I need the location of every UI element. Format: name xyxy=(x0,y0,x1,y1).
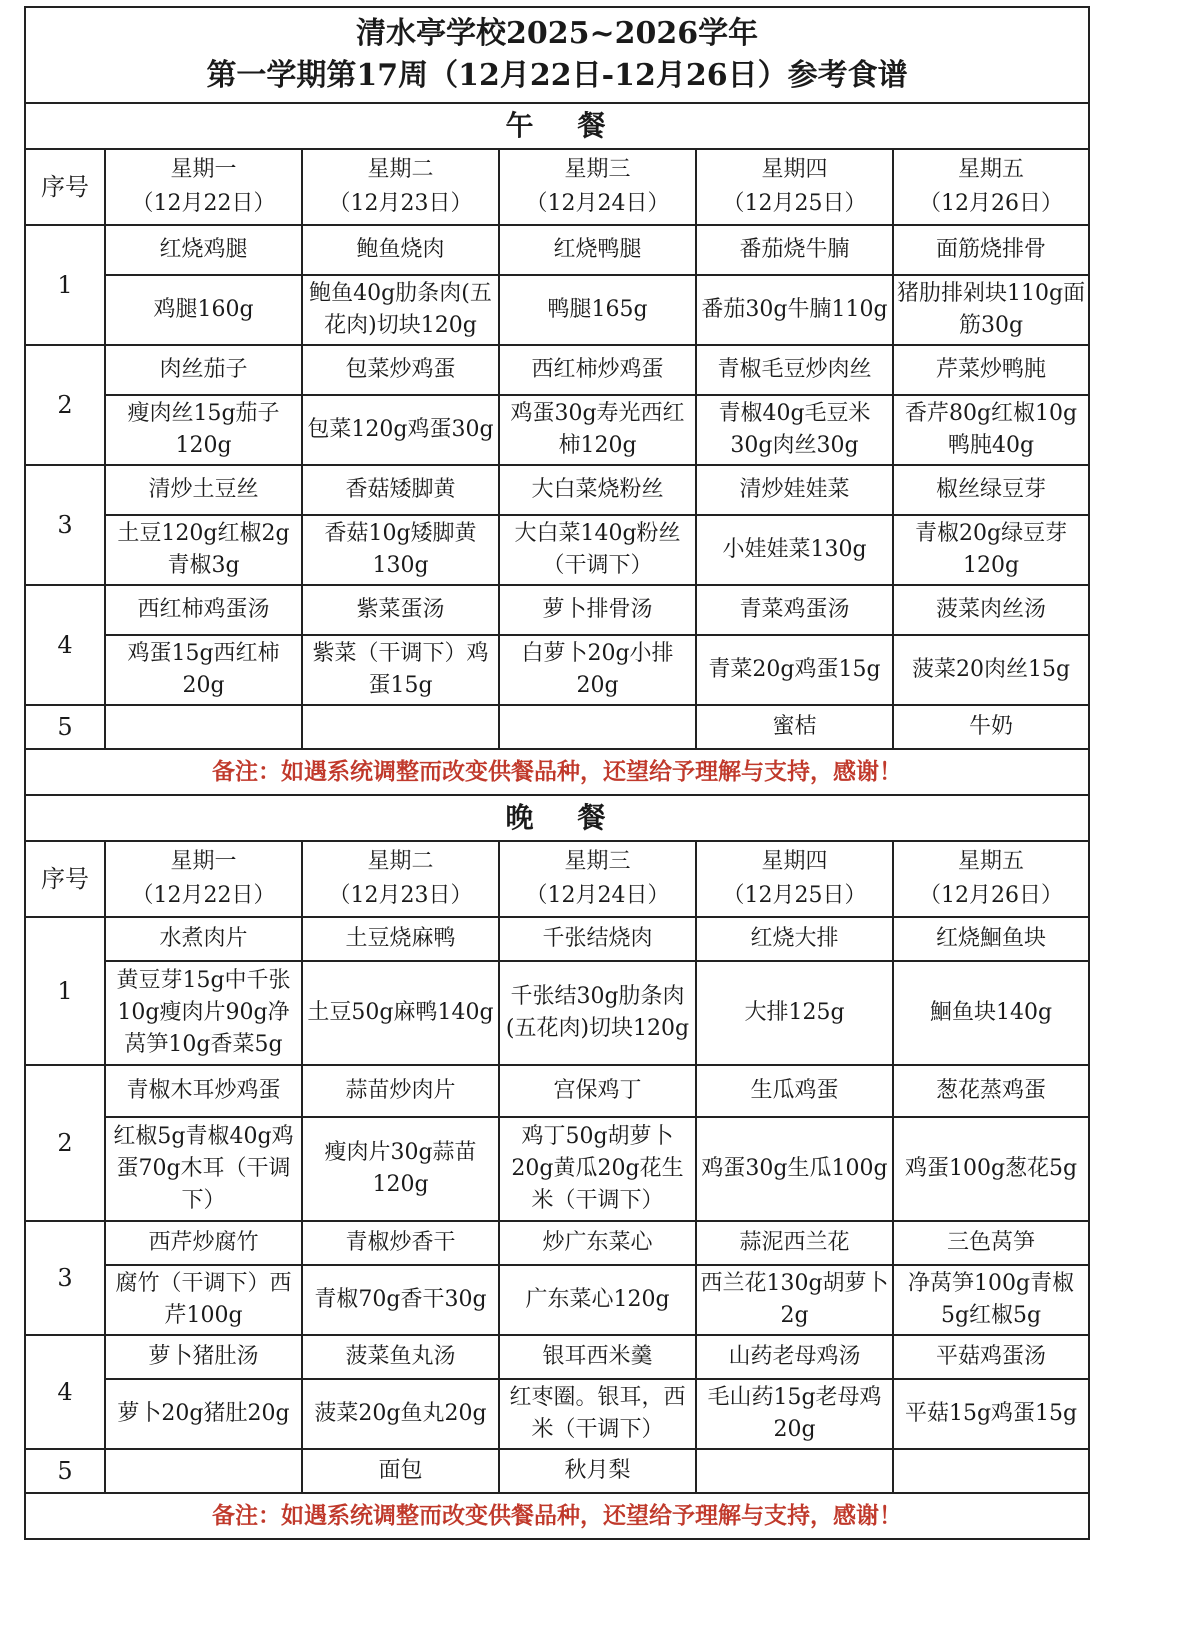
lunch-dish-name: 菠菜肉丝汤 xyxy=(893,585,1089,635)
dinner-ingredient-text: 腐竹（干调下）西芹100g xyxy=(105,1265,302,1335)
dinner-dish-name: 水煮肉片 xyxy=(105,917,302,961)
dinner-ingredient-text: 鸡丁50g胡萝卜20g黄瓜20g花生米（干调下） xyxy=(499,1117,696,1221)
dinner-ingredient-text: 鸡蛋30g生瓜100g xyxy=(696,1117,893,1221)
dinner-ingredient-text: 红椒5g青椒40g鸡蛋70g木耳（干调下） xyxy=(105,1117,302,1221)
dinner-extra-item: 秋月梨 xyxy=(499,1449,696,1493)
lunch-day-header xyxy=(499,149,696,225)
lunch-seq-header: 序号 xyxy=(25,149,105,225)
day-name: 星期五 xyxy=(958,849,1025,874)
dinner-dish-name: 宫保鸡丁 xyxy=(499,1065,696,1117)
menu-table xyxy=(24,6,1090,1540)
lunch-extra-item xyxy=(499,705,696,749)
dinner-row-number: 2 xyxy=(25,1065,105,1221)
lunch-ingredient-text: 鸡蛋15g西红柿20g xyxy=(105,635,302,705)
lunch-dish-name: 包菜炒鸡蛋 xyxy=(302,345,499,395)
lunch-row-number: 3 xyxy=(25,465,105,585)
dinner-dish-name: 西芹炒腐竹 xyxy=(105,1221,302,1265)
lunch-dish-name: 肉丝茄子 xyxy=(105,345,302,395)
dinner-ingredient-text: 大排125g xyxy=(696,961,893,1065)
dinner-dish-name: 生瓜鸡蛋 xyxy=(696,1065,893,1117)
lunch-dish-row xyxy=(25,585,1089,635)
lunch-dish-name: 西红柿鸡蛋汤 xyxy=(105,585,302,635)
dinner-dish-name: 千张结烧肉 xyxy=(499,917,696,961)
day-date: （12月25日） xyxy=(722,191,867,216)
dinner-ingredient-text: 千张结30g肋条肉(五花肉)切块120g xyxy=(499,961,696,1065)
dinner-dish-name: 蒜苗炒肉片 xyxy=(302,1065,499,1117)
lunch-dish-name: 紫菜蛋汤 xyxy=(302,585,499,635)
lunch-ingredient-text: 鲍鱼40g肋条肉(五花肉)切块120g xyxy=(302,275,499,345)
lunch-row-number: 4 xyxy=(25,585,105,705)
dinner-extra-item xyxy=(696,1449,893,1493)
dinner-ingredient-text: 平菇15g鸡蛋15g xyxy=(893,1379,1089,1449)
dinner-note: 备注：如遇系统调整而改变供餐品种，还望给予理解与支持，感谢！ xyxy=(25,1493,1089,1539)
lunch-dish-name: 清炒土豆丝 xyxy=(105,465,302,515)
lunch-dish-name: 青菜鸡蛋汤 xyxy=(696,585,893,635)
day-date: （12月25日） xyxy=(722,883,867,908)
lunch-dish-name: 西红柿炒鸡蛋 xyxy=(499,345,696,395)
dinner-dish-name: 葱花蒸鸡蛋 xyxy=(893,1065,1089,1117)
lunch-extra-item xyxy=(302,705,499,749)
dinner-ingredient-row xyxy=(25,1379,1089,1449)
lunch-ingredient-text: 瘦肉丝15g茄子120g xyxy=(105,395,302,465)
day-date: （12月24日） xyxy=(525,883,670,908)
day-date: （12月23日） xyxy=(328,191,473,216)
day-date: （12月24日） xyxy=(525,191,670,216)
lunch-extra-item xyxy=(105,705,302,749)
day-date: （12月22日） xyxy=(131,883,276,908)
dinner-row-number: 1 xyxy=(25,917,105,1065)
lunch-ingredient-text: 香菇10g矮脚黄130g xyxy=(302,515,499,585)
day-name: 星期三 xyxy=(564,849,631,874)
lunch-ingredient-text: 青菜20g鸡蛋15g xyxy=(696,635,893,705)
day-name: 星期四 xyxy=(761,157,828,182)
lunch-extra-item: 牛奶 xyxy=(893,705,1089,749)
dinner-row-number: 4 xyxy=(25,1335,105,1449)
dinner-ingredient-row xyxy=(25,961,1089,1065)
lunch-ingredient-text: 大白菜140g粉丝（干调下） xyxy=(499,515,696,585)
day-name: 星期一 xyxy=(170,849,237,874)
dinner-extra-item xyxy=(105,1449,302,1493)
lunch-ingredient-row xyxy=(25,275,1089,345)
lunch-dish-name: 椒丝绿豆芽 xyxy=(893,465,1089,515)
dinner-ingredient-text: 萝卜20g猪肚20g xyxy=(105,1379,302,1449)
dinner-ingredient-text: 黄豆芽15g中千张10g瘦肉片90g净莴笋10g香菜5g xyxy=(105,961,302,1065)
lunch-dish-name: 清炒娃娃菜 xyxy=(696,465,893,515)
dinner-dish-row xyxy=(25,1335,1089,1379)
dinner-ingredient-row xyxy=(25,1117,1089,1221)
lunch-ingredient-text: 番茄30g牛腩110g xyxy=(696,275,893,345)
lunch-row-number: 2 xyxy=(25,345,105,465)
dinner-section-title: 晚餐 xyxy=(25,795,1089,841)
dinner-day-header xyxy=(302,841,499,917)
day-name: 星期一 xyxy=(170,157,237,182)
dinner-header-row xyxy=(25,841,1089,917)
dinner-ingredient-row xyxy=(25,1265,1089,1335)
dinner-extra-item: 面包 xyxy=(302,1449,499,1493)
dinner-dish-name: 红烧鮰鱼块 xyxy=(893,917,1089,961)
dinner-dish-name: 炒广东菜心 xyxy=(499,1221,696,1265)
lunch-note-row xyxy=(25,749,1089,795)
lunch-ingredient-text: 鸡腿160g xyxy=(105,275,302,345)
dinner-dish-name: 萝卜猪肚汤 xyxy=(105,1335,302,1379)
day-name: 星期四 xyxy=(761,849,828,874)
day-date: （12月23日） xyxy=(328,883,473,908)
day-date: （12月26日） xyxy=(919,191,1064,216)
dinner-day-header xyxy=(105,841,302,917)
dinner-extra-item xyxy=(893,1449,1089,1493)
lunch-dish-name: 红烧鸡腿 xyxy=(105,225,302,275)
lunch-section-row xyxy=(25,103,1089,149)
lunch-ingredient-row xyxy=(25,635,1089,705)
lunch-section-title: 午餐 xyxy=(25,103,1089,149)
dinner-dish-name: 土豆烧麻鸭 xyxy=(302,917,499,961)
dinner-ingredient-text: 红枣圈。银耳，西米（干调下） xyxy=(499,1379,696,1449)
dinner-ingredient-text: 瘦肉片30g蒜苗120g xyxy=(302,1117,499,1221)
dinner-dish-name: 山药老母鸡汤 xyxy=(696,1335,893,1379)
dinner-dish-row xyxy=(25,1221,1089,1265)
lunch-ingredient-text: 鸡蛋30g寿光西红柿120g xyxy=(499,395,696,465)
lunch-fruit-row xyxy=(25,705,1089,749)
lunch-row-number: 1 xyxy=(25,225,105,345)
lunch-ingredient-text: 包菜120g鸡蛋30g xyxy=(302,395,499,465)
dinner-ingredient-text: 鸡蛋100g葱花5g xyxy=(893,1117,1089,1221)
lunch-ingredient-text: 香芹80g红椒10g鸭肫40g xyxy=(893,395,1089,465)
dinner-dish-name: 青椒炒香干 xyxy=(302,1221,499,1265)
lunch-ingredient-row xyxy=(25,395,1089,465)
dinner-ingredient-text: 青椒70g香干30g xyxy=(302,1265,499,1335)
dinner-day-header xyxy=(696,841,893,917)
dinner-dish-name: 红烧大排 xyxy=(696,917,893,961)
lunch-row-number: 5 xyxy=(25,705,105,749)
title-line-2: 第一学期第17周（12月22日-12月26日）参考食谱 xyxy=(206,58,908,93)
dinner-ingredient-text: 鮰鱼块140g xyxy=(893,961,1089,1065)
lunch-dish-name: 红烧鸭腿 xyxy=(499,225,696,275)
dinner-ingredient-text: 广东菜心120g xyxy=(499,1265,696,1335)
menu-sheet xyxy=(24,6,1088,1540)
title-row xyxy=(25,7,1089,103)
lunch-day-header xyxy=(105,149,302,225)
dinner-day-header xyxy=(893,841,1089,917)
dinner-dish-row xyxy=(25,917,1089,961)
title-line-1: 清水亭学校2025~2026学年 xyxy=(355,16,759,51)
lunch-extra-item: 蜜桔 xyxy=(696,705,893,749)
dinner-dish-name: 菠菜鱼丸汤 xyxy=(302,1335,499,1379)
day-name: 星期二 xyxy=(367,849,434,874)
lunch-dish-name: 萝卜排骨汤 xyxy=(499,585,696,635)
lunch-day-header xyxy=(893,149,1089,225)
dinner-row-number: 5 xyxy=(25,1449,105,1493)
lunch-day-header xyxy=(302,149,499,225)
dinner-ingredient-text: 净莴笋100g青椒5g红椒5g xyxy=(893,1265,1089,1335)
dinner-seq-header: 序号 xyxy=(25,841,105,917)
day-name: 星期三 xyxy=(564,157,631,182)
menu-table-body xyxy=(25,7,1089,1539)
day-date: （12月26日） xyxy=(919,883,1064,908)
dinner-section-row xyxy=(25,795,1089,841)
lunch-dish-name: 芹菜炒鸭肫 xyxy=(893,345,1089,395)
dinner-day-header xyxy=(499,841,696,917)
day-date: （12月22日） xyxy=(131,191,276,216)
lunch-note: 备注：如遇系统调整而改变供餐品种，还望给予理解与支持，感谢！ xyxy=(25,749,1089,795)
page-title xyxy=(25,7,1089,103)
dinner-ingredient-text: 菠菜20g鱼丸20g xyxy=(302,1379,499,1449)
dinner-ingredient-text: 土豆50g麻鸭140g xyxy=(302,961,499,1065)
lunch-ingredient-text: 土豆120g红椒2g青椒3g xyxy=(105,515,302,585)
dinner-fruit-row xyxy=(25,1449,1089,1493)
dinner-dish-name: 银耳西米羹 xyxy=(499,1335,696,1379)
lunch-ingredient-text: 菠菜20肉丝15g xyxy=(893,635,1089,705)
lunch-ingredient-row xyxy=(25,515,1089,585)
dinner-dish-row xyxy=(25,1065,1089,1117)
lunch-dish-name: 鲍鱼烧肉 xyxy=(302,225,499,275)
dinner-dish-name: 蒜泥西兰花 xyxy=(696,1221,893,1265)
lunch-dish-name: 香菇矮脚黄 xyxy=(302,465,499,515)
dinner-dish-name: 平菇鸡蛋汤 xyxy=(893,1335,1089,1379)
dinner-dish-name: 青椒木耳炒鸡蛋 xyxy=(105,1065,302,1117)
dinner-ingredient-text: 毛山药15g老母鸡20g xyxy=(696,1379,893,1449)
lunch-dish-row xyxy=(25,345,1089,395)
lunch-ingredient-text: 青椒40g毛豆米30g肉丝30g xyxy=(696,395,893,465)
lunch-ingredient-text: 白萝卜20g小排20g xyxy=(499,635,696,705)
lunch-dish-name: 大白菜烧粉丝 xyxy=(499,465,696,515)
lunch-day-header xyxy=(696,149,893,225)
lunch-ingredient-text: 小娃娃菜130g xyxy=(696,515,893,585)
lunch-header-row xyxy=(25,149,1089,225)
lunch-dish-row xyxy=(25,225,1089,275)
dinner-row-number: 3 xyxy=(25,1221,105,1335)
lunch-dish-name: 面筋烧排骨 xyxy=(893,225,1089,275)
dinner-dish-name: 三色莴笋 xyxy=(893,1221,1089,1265)
lunch-ingredient-text: 鸭腿165g xyxy=(499,275,696,345)
dinner-ingredient-text: 西兰花130g胡萝卜2g xyxy=(696,1265,893,1335)
lunch-ingredient-text: 紫菜（干调下）鸡蛋15g xyxy=(302,635,499,705)
day-name: 星期五 xyxy=(958,157,1025,182)
lunch-dish-row xyxy=(25,465,1089,515)
lunch-dish-name: 番茄烧牛腩 xyxy=(696,225,893,275)
lunch-ingredient-text: 猪肋排剁块110g面筋30g xyxy=(893,275,1089,345)
lunch-dish-name: 青椒毛豆炒肉丝 xyxy=(696,345,893,395)
dinner-note-row xyxy=(25,1493,1089,1539)
lunch-ingredient-text: 青椒20g绿豆芽120g xyxy=(893,515,1089,585)
day-name: 星期二 xyxy=(367,157,434,182)
